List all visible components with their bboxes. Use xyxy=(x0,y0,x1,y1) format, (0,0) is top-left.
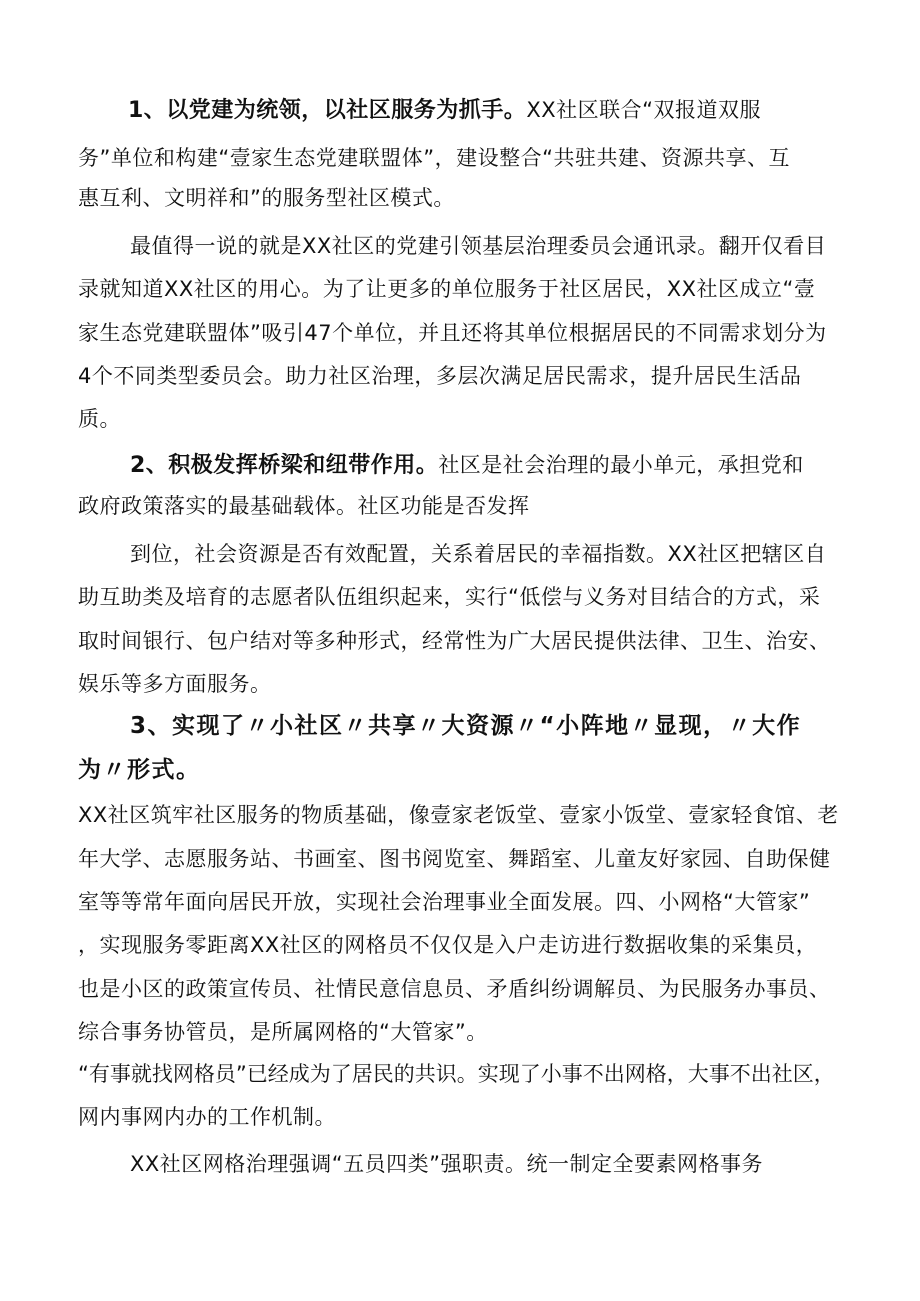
section-2-heading: 2、积极发挥桥梁和纽带作用。 xyxy=(130,453,439,478)
paragraph-line xyxy=(78,144,790,172)
section-3-heading: 3、实现了〃小社区〃共享〃大资源〃“小阵地〃显现，〃大作 xyxy=(130,713,802,739)
paragraph-line: ，实现服务零距离XX社区的网格员不仅仅是入户走访进行数据收集的采集员， xyxy=(78,933,818,957)
section-1-line xyxy=(128,96,761,125)
paragraph-line: 惠互利、文明祥和”的服务型社区模式。 xyxy=(78,186,455,210)
section-2-line xyxy=(130,451,804,480)
paragraph-line: 取时间银行、包户结对等多种形式，经常性为广大居民提供法律、卫生、治安、 xyxy=(78,629,831,653)
section-1-text-cont: 务” xyxy=(78,146,111,170)
paragraph-line: 家生态党建联盟体”吸引47个单位，并且还将其单位根据居民的不同需求划分为 xyxy=(78,321,827,345)
paragraph-line: 政府政策落实的最基础载体。社区功能是否发挥 xyxy=(78,494,530,518)
paragraph-line: XX社区筑牢社区服务的物质基础，像壹家老饭堂、壹家小饭堂、壹家轻食馆、老 xyxy=(78,803,839,827)
paragraph-line: 质。 xyxy=(78,407,121,431)
paragraph-line: 4个不同类型委员会。助力社区治理，多层次满足居民需求，提升居民生活品 xyxy=(78,364,802,388)
line-text: 单位和构建“壹家生态党建联盟体”，建设整合“共驻共建、资源共享、互 xyxy=(110,146,791,170)
paragraph-line: 助互助类及培育的志愿者队伍组织起来，实行“低偿与义务对目结合的方式，采 xyxy=(78,585,821,609)
section-1-heading: 1、以党建为统领，以社区服务为抓手。 xyxy=(128,98,527,123)
paragraph-line: 娱乐等多方面服务。 xyxy=(78,672,272,696)
paragraph-line: 也是小区的政策宣传员、社情民意信息员、矛盾纠纷调解员、为民服务办事员、 xyxy=(78,977,831,1001)
paragraph-line: 到位，社会资源是否有效配置，关系着居民的幸福指数。XX社区把辖区自 xyxy=(130,542,827,566)
section-1-text: XX社区联合“双报道双服 xyxy=(526,98,761,122)
paragraph-line: 年大学、志愿服务站、书画室、图书阅览室、舞蹈室、儿童友好家园、自助保健 xyxy=(78,847,831,871)
paragraph-line: 网内事网内办的工作机制。 xyxy=(78,1105,336,1129)
section-3-heading-cont: 为〃形式。 xyxy=(78,757,201,783)
paragraph-line: XX社区网格治理强调“五员四类”强职责。统一制定全要素网格事务 xyxy=(130,1152,764,1176)
section-2-text: 社区是社会治理的最小单元，承担党和 xyxy=(438,453,804,477)
paragraph-line: 综合事务协管员，是所属网格的“大管家”。 xyxy=(78,1020,488,1044)
paragraph-line: “有事就找网格员”已经成为了居民的共识。实现了小事不出网格，大事不出社区， xyxy=(78,1062,835,1086)
paragraph-line: 最值得一说的就是XX社区的党建引领基层治理委员会通讯录。翻开仅看目 xyxy=(130,234,827,258)
paragraph-line: 录就知道XX社区的用心。为了让更多的单位服务于社区居民，XX社区成立“壹 xyxy=(78,277,816,301)
paragraph-line: 室等等常年面向居民开放，实现社会治理事业全面发展。四、小网格“大管家” xyxy=(78,890,811,914)
